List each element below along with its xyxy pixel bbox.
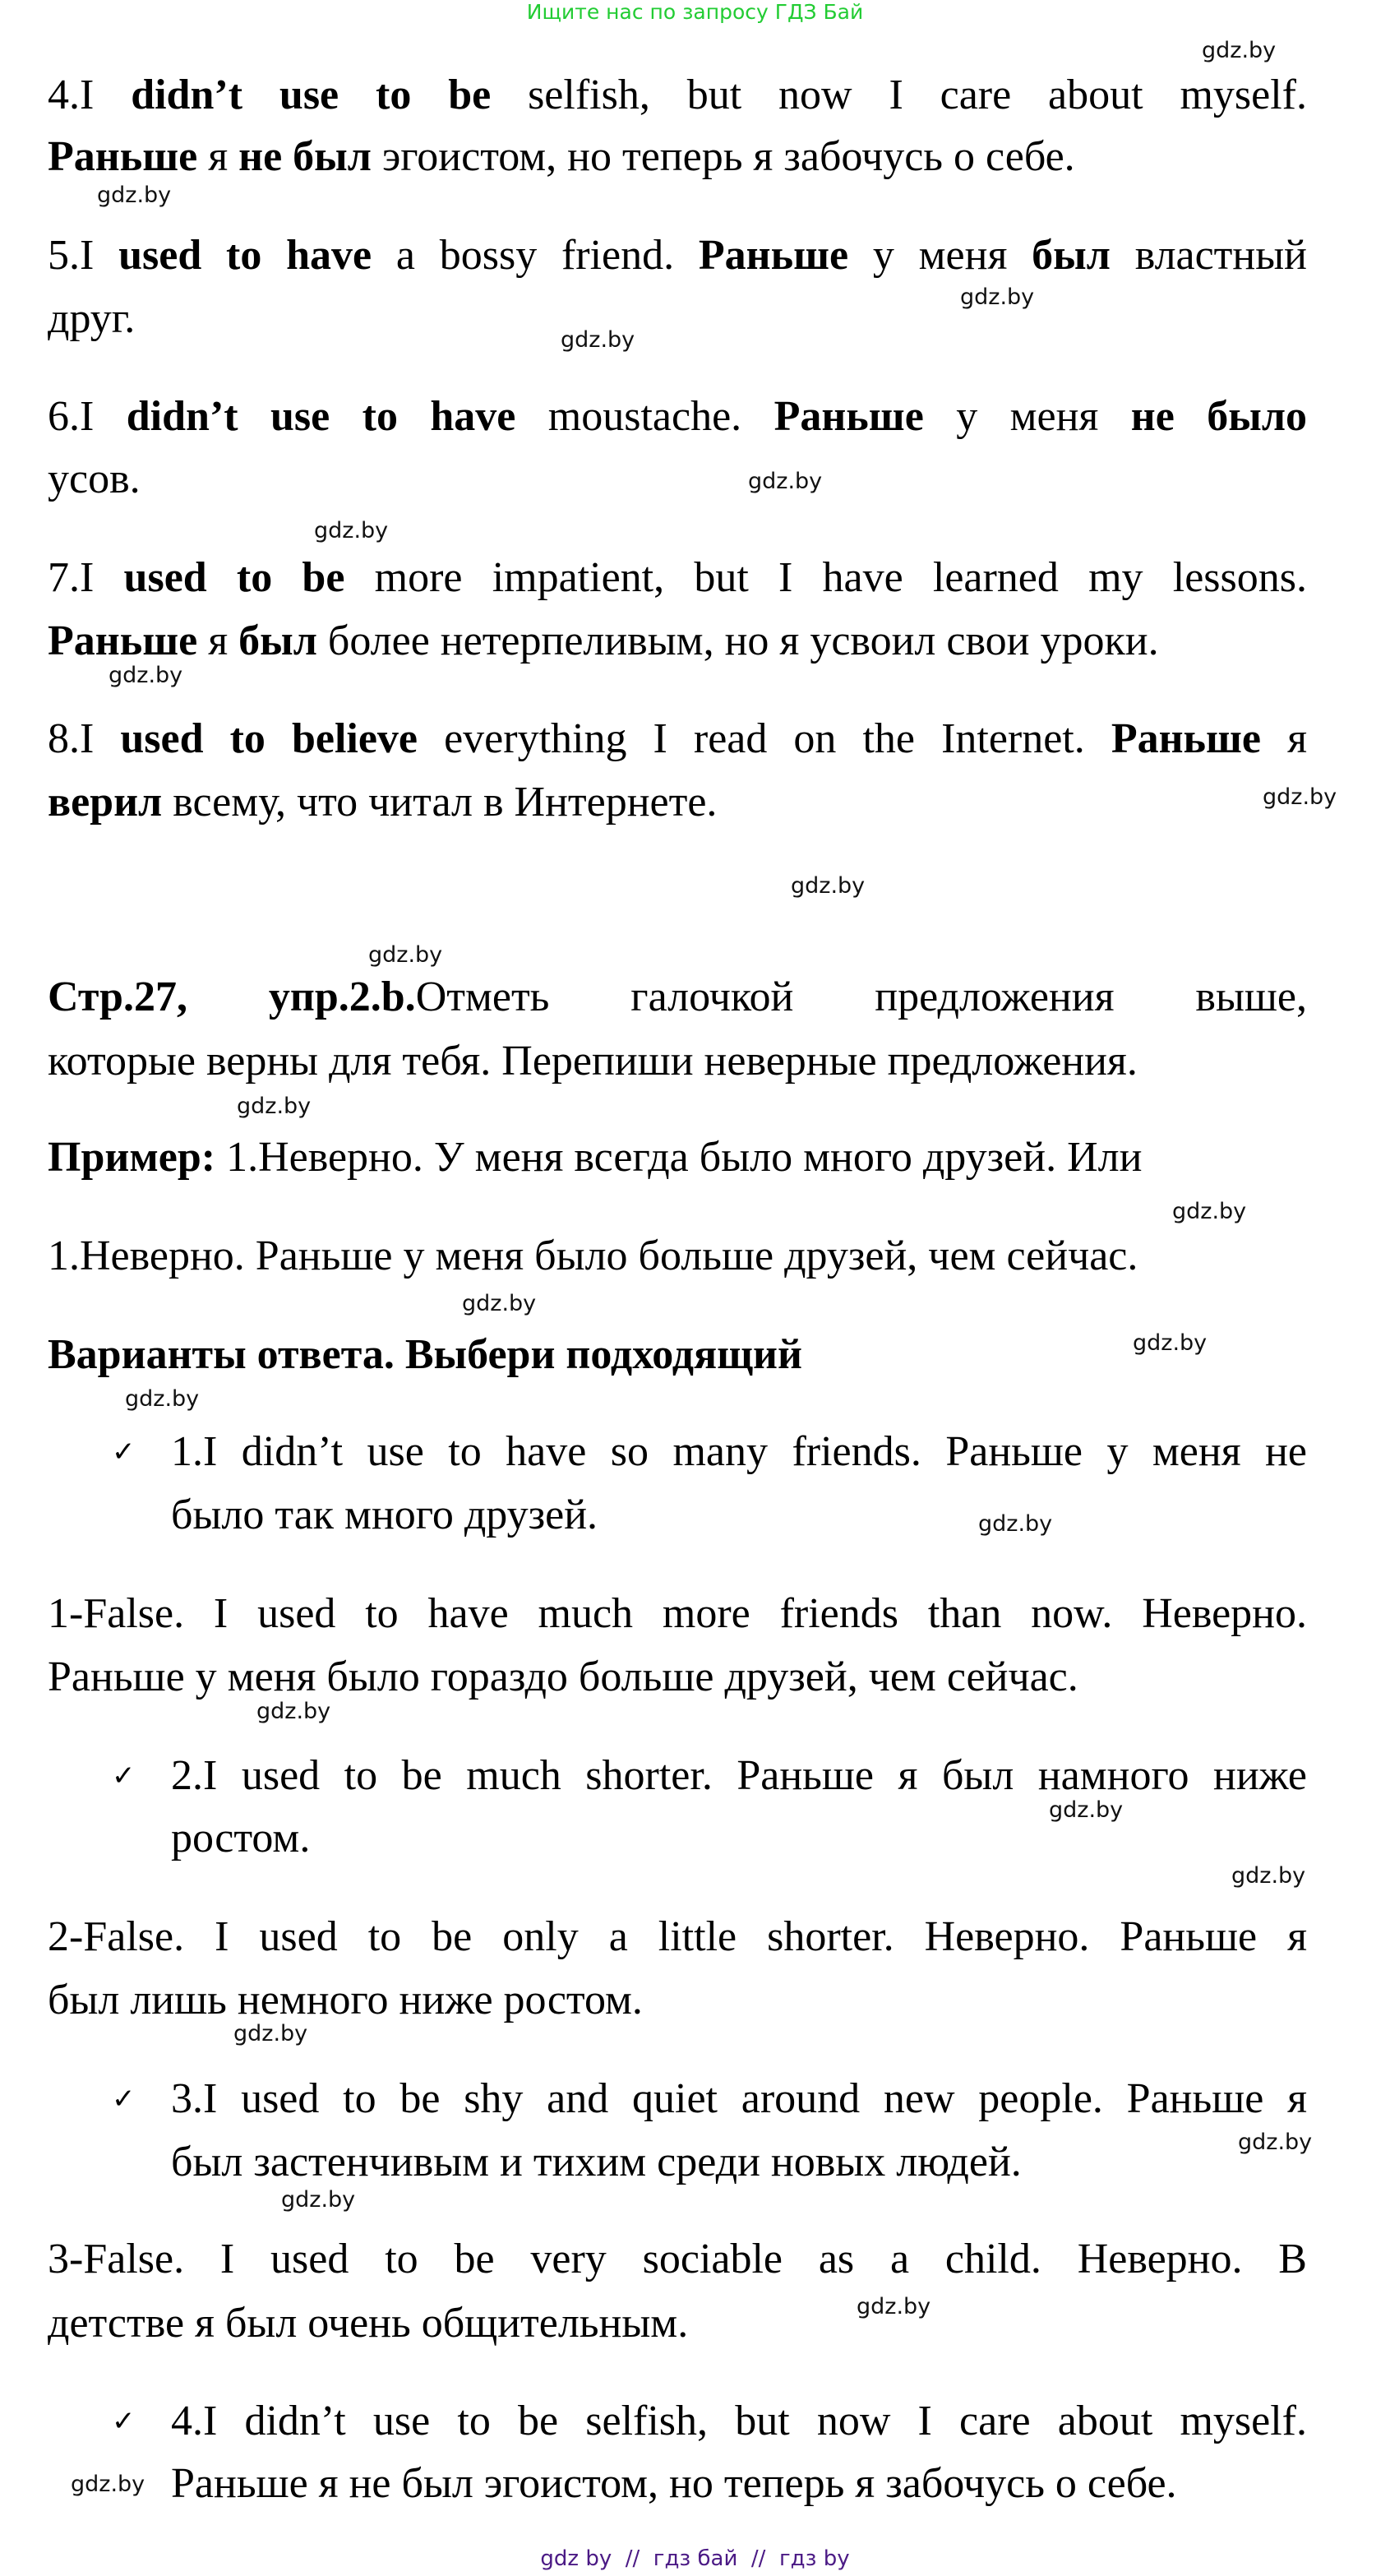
checkmark-icon: ✓	[112, 1436, 136, 1468]
bold-phrase: Раньше	[774, 393, 924, 440]
answer-4-checked-line1: 4.I didn’t use to be selfish, but now I care about myself.	[171, 2398, 1307, 2444]
watermark: gdz.by	[1133, 1330, 1208, 1356]
example-line1	[48, 1133, 1307, 1182]
site-search-banner[interactable]: Ищите нас по запросу ГДЗ Бай	[526, 0, 864, 24]
watermark: gdz.by	[1263, 784, 1337, 810]
item-number: 6.I	[48, 393, 127, 440]
answer-2-false-line1: 2-False. I used to be only a little shorter. Неверно. Раньше я	[48, 1913, 1307, 1960]
checkmark-icon: ✓	[112, 1760, 136, 1792]
answer-2-checked-line2: ростом.	[171, 1815, 311, 1861]
answer-3-checked-line1: 3.I used to be shy and quiet around new people. Раньше я	[171, 2075, 1307, 2122]
bold-phrase: used to be	[123, 554, 345, 601]
answer-1-checked-line2: было так много друзей.	[171, 1491, 598, 1538]
bold-phrase: верил	[48, 779, 163, 826]
bold-phrase: Раньше	[698, 232, 849, 279]
item-number: 7.I	[48, 554, 124, 601]
bold-phrase: Раньше	[48, 133, 198, 180]
item-4-english	[48, 71, 1307, 120]
sentence-text: я	[197, 617, 239, 664]
item-8-line2	[48, 778, 1307, 827]
sentence-text: у меня	[923, 393, 1131, 440]
task-text-line2: которые верны для тебя. Перепиши неверные предложения.	[48, 1038, 1138, 1085]
sentence-text: у меня	[848, 232, 1032, 279]
watermark: gdz.by	[960, 284, 1035, 310]
item-number: 5.I	[48, 232, 119, 279]
answer-3-checked-line2: был застенчивым и тихим среди новых людей.	[171, 2139, 1022, 2185]
item-5-line1	[48, 231, 1307, 280]
watermark: gdz.by	[748, 469, 823, 494]
watermark: gdz.by	[125, 1386, 200, 1412]
watermark: gdz.by	[1049, 1797, 1124, 1823]
watermark: gdz.by	[97, 183, 172, 208]
example-text: 1.Неверно. У меня всегда было много друзей. Или	[215, 1134, 1143, 1181]
item-6-line1	[48, 392, 1307, 442]
example-label: Пример:	[48, 1134, 216, 1181]
item-6-line2: усов.	[48, 456, 141, 502]
sentence-text: всему, что читал в Интернете.	[162, 779, 718, 826]
variants-heading: Варианты ответа. Выбери подходящий	[48, 1331, 802, 1378]
watermark: gdz.by	[978, 1511, 1053, 1537]
item-4-russian	[48, 132, 1307, 182]
watermark: gdz.by	[1231, 1863, 1306, 1889]
bold-phrase: был	[238, 617, 317, 664]
sentence-text: everything I read on the Internet.	[418, 715, 1111, 762]
bold-phrase: не был	[238, 133, 372, 180]
watermark: gdz.by	[314, 518, 389, 543]
item-number: 4.I	[48, 72, 132, 118]
exercise-reference: упр.2.b.	[268, 974, 416, 1020]
watermark: gdz.by	[237, 1094, 312, 1119]
watermark: gdz.by	[109, 663, 183, 688]
bold-phrase: Раньше	[1111, 715, 1262, 762]
watermark: gdz.by	[1238, 2130, 1313, 2155]
answer-1-false-line2: Раньше у меня было гораздо больше друзей, чем сейчас.	[48, 1653, 1078, 1700]
answer-2-false-line2: был лишь немного ниже ростом.	[48, 1977, 643, 2023]
item-7-russian	[48, 617, 1307, 666]
bold-phrase: didn’t use to be	[131, 72, 492, 118]
item-8-line1	[48, 715, 1307, 764]
bold-phrase: used to have	[118, 232, 372, 279]
watermark: gdz.by	[857, 2294, 931, 2319]
sentence-text: moustache.	[515, 393, 774, 440]
sentence-text: selfish, but now I care about myself.	[491, 72, 1307, 118]
answer-1-checked-line1: 1.I didn’t use to have so many friends. Раньше у меня не	[171, 1428, 1307, 1475]
sentence-text: более нетерпеливым, но я усвоил свои уроки.	[316, 617, 1159, 664]
watermark: gdz.by	[462, 1291, 537, 1316]
bold-phrase: Раньше	[48, 617, 198, 664]
task-heading	[48, 973, 1307, 1022]
item-5-line2: друг.	[48, 295, 136, 342]
watermark: gdz.by	[281, 2187, 356, 2213]
watermark: gdz.by	[1202, 38, 1277, 63]
watermark: gdz.by	[561, 327, 635, 353]
checkmark-icon: ✓	[112, 2405, 136, 2438]
sentence-text: more impatient, but I have learned my lessons.	[344, 554, 1307, 601]
watermark: gdz.by	[256, 1699, 331, 1724]
sentence-text: a bossy friend.	[372, 232, 699, 279]
sentence-text: я	[197, 133, 239, 180]
sentence-text: я	[1261, 715, 1307, 762]
example-line2: 1.Неверно. Раньше у меня было больше друзей, чем сейчас.	[48, 1233, 1138, 1279]
checkmark-icon: ✓	[112, 2083, 136, 2116]
watermark: gdz.by	[233, 2021, 308, 2046]
answer-1-false-line1: 1-False. I used to have much more friends than now. Неверно.	[48, 1590, 1307, 1637]
watermark: gdz.by	[368, 942, 443, 968]
page-reference: Стр.27,	[48, 974, 187, 1020]
watermark: gdz.by	[71, 2472, 145, 2497]
answer-3-false-line2: детстве я был очень общительным.	[48, 2300, 689, 2347]
bold-phrase: был	[1032, 232, 1111, 279]
footer-links[interactable]: gdz by // гдз бай // гдз by	[540, 2546, 850, 2571]
answer-2-checked-line1: 2.I used to be much shorter. Раньше я был намного ниже	[171, 1752, 1307, 1799]
sentence-text: властный	[1110, 232, 1308, 279]
bold-phrase: не было	[1130, 393, 1307, 440]
bold-phrase: used to believe	[120, 715, 418, 762]
watermark: gdz.by	[791, 873, 866, 899]
sentence-text: эгоистом, но теперь я забочусь о себе.	[371, 133, 1075, 180]
answer-4-checked-line2: Раньше я не был эгоистом, но теперь я забочусь о себе.	[171, 2460, 1177, 2507]
item-number: 8.I	[48, 715, 121, 762]
answer-3-false-line1: 3-False. I used to be very sociable as a child. Неверно. В	[48, 2236, 1307, 2282]
bold-phrase: didn’t use to have	[126, 393, 516, 440]
item-7-english	[48, 553, 1307, 603]
task-text: Отметь галочкой предложения выше,	[415, 974, 1307, 1020]
watermark: gdz.by	[1172, 1199, 1247, 1224]
